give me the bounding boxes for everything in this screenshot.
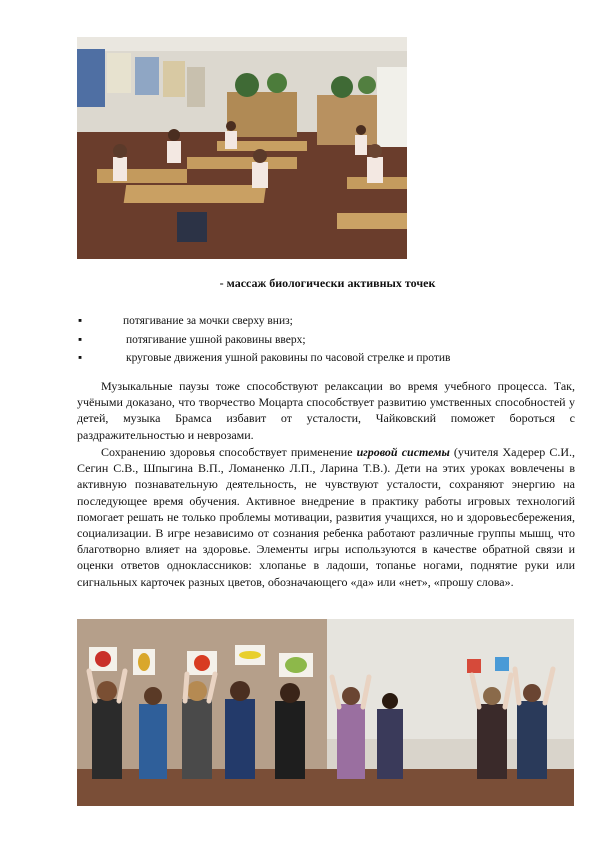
exercise-list bbox=[78, 315, 578, 371]
list-item-text: потягивание за мочки сверху вниз; bbox=[123, 315, 293, 327]
paragraph-text: Сохранению здоровья способствует применение bbox=[101, 445, 357, 459]
paragraph-music-pauses: Музыкальные паузы тоже способствуют релаксации во время учебного процесса. Так, учёными доказано, что творчество Моцарта способствует развитию умственных способностей у детей, музыка Брамса избавит от усталости, Чайковский поможет бороться с раздражительностью и неврозами. bbox=[77, 379, 575, 442]
students-game-illustration bbox=[77, 619, 574, 806]
classroom-photo-bottom bbox=[77, 619, 574, 806]
classroom-photo-top bbox=[77, 37, 407, 259]
list-item bbox=[78, 315, 578, 334]
paragraph-game-system bbox=[77, 444, 575, 590]
list-item bbox=[78, 352, 578, 371]
list-item-text: круговые движения ушной раковины по часовой стрелке и против bbox=[126, 352, 451, 364]
list-item bbox=[78, 334, 578, 353]
bullet-icon: ▪ bbox=[78, 333, 83, 346]
bullet-icon: ▪ bbox=[78, 352, 83, 364]
paragraph-text: (учителя Хадерер С.И., Сегин С.В., Шпыгина В.П., Ломаненко Л.П., Ларина Т.В.). Дети на этих уроках вовлечены в активную познавательную деятельность, не чувствуют усталости, сохраняют энергию на последующее время обучения. Активное внедрение в практику работы игровых технологий помогает решать не только проблемы мотивации, развития учащихся, но и здоровьесбережения, социализации. В игре независимо от сознания ребенка работают различные группы мышц, что благотворно влияет на здоровье. Элементы игры используются в качестве обратной связи и оценки ответов одноклассников: хлопанье в ладоши, топанье ногами, поднятие руки или сигнальных карточек разных цветов, обозначающего «да» или «нет», «прошу слова». bbox=[77, 445, 575, 589]
classroom-illustration bbox=[77, 37, 407, 259]
emphasis-text: игровой системы bbox=[356, 445, 450, 459]
list-item-text: потягивание ушной раковины вверх; bbox=[126, 333, 306, 346]
photo-caption: - массаж биологически активных точек bbox=[219, 276, 436, 290]
bullet-icon: ▪ bbox=[78, 315, 83, 327]
